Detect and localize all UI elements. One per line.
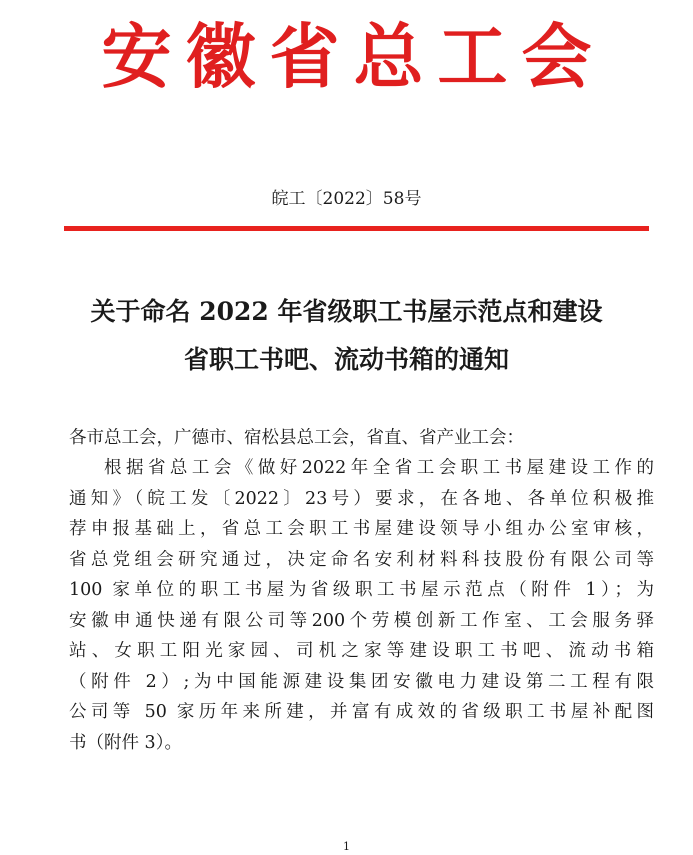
body-line: 根据省总工会《做好2022年全省工会职工书屋建设工作的 xyxy=(104,458,654,478)
body-line: （附件 2）;为中国能源建设集团安徽电力建设第二工程有限 xyxy=(69,671,654,692)
masthead-title: 安徽省总工会 xyxy=(101,15,606,98)
document-title xyxy=(20,288,673,384)
red-divider-line xyxy=(64,226,649,231)
body-line: 省总党组会研究通过，决定命名安利材料科技股份有限公司等 xyxy=(69,549,654,570)
body-line: 安徽申通快递有限公司等200个劳模创新工作室、工会服务驿 xyxy=(69,610,654,631)
body-line: 公司等 50 家历年来所建，并富有成效的省级职工书屋补配图 xyxy=(69,702,654,722)
document-number: 皖工〔2022〕58号 xyxy=(271,189,422,209)
salutation: 各市总工会，广德市、宿松县总工会，省直、省产业工会： xyxy=(69,428,524,448)
body-line: 书（附件 3）。 xyxy=(69,732,182,753)
body-line: 通知》（皖工发〔2022〕23号）要求，在各地、各单位积极推 xyxy=(69,488,654,509)
page-number: 1 xyxy=(343,840,350,853)
body-line: 站、女职工阳光家园、司机之家等建设职工书吧、流动书箱 xyxy=(69,641,654,661)
body-line: 100 家单位的职工书屋为省级职工书屋示范点（附件 1）；为 xyxy=(69,580,654,600)
title-line-1: 关于命名 2022 年省级职工书屋示范点和建设 xyxy=(90,297,603,326)
body-line: 荐申报基础上，省总工会职工书屋建设领导小组办公室审核， xyxy=(69,519,654,539)
document-body xyxy=(69,423,654,758)
title-line-2: 省职工书吧、流动书箱的通知 xyxy=(183,345,509,374)
